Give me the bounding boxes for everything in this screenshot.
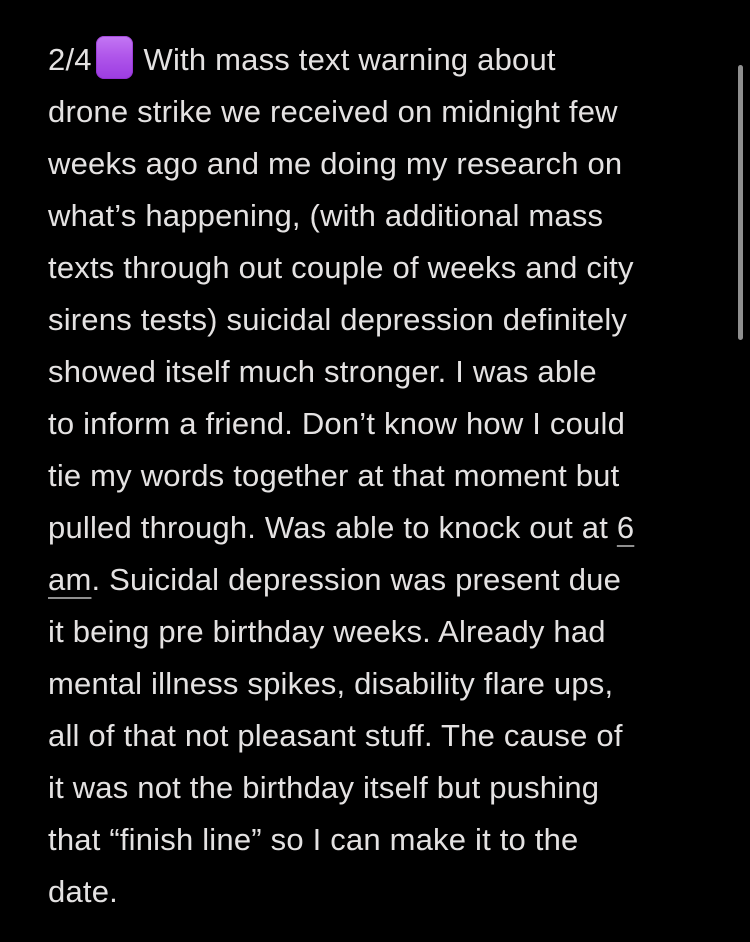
text-line	[48, 398, 738, 450]
text-line	[48, 242, 738, 294]
text-segment: all of that not pleasant stuff. The cause of	[48, 718, 623, 753]
scrollbar-thumb[interactable]	[738, 65, 743, 340]
text-segment: pulled through. Was able to knock out at	[48, 510, 617, 545]
text-line	[48, 554, 738, 606]
post-text	[48, 34, 738, 918]
text-segment: texts through out couple of weeks and city	[48, 250, 634, 285]
text-segment: . Suicidal depression was present due	[91, 562, 622, 597]
text-line	[48, 866, 738, 918]
text-line	[48, 346, 738, 398]
text-segment: sirens tests) suicidal depression definitely	[48, 302, 628, 337]
text-line	[48, 86, 738, 138]
text-line	[48, 34, 738, 86]
text-line	[48, 658, 738, 710]
purple-square-emoji	[96, 36, 133, 79]
text-segment: weeks ago and me doing my research on	[48, 146, 623, 181]
text-segment: mental illness spikes, disability flare ups,	[48, 666, 614, 701]
text-line	[48, 294, 738, 346]
text-line	[48, 762, 738, 814]
text-line	[48, 450, 738, 502]
text-line	[48, 190, 738, 242]
text-segment: that “finish line” so I can make it to the	[48, 822, 579, 857]
text-line	[48, 502, 738, 554]
text-segment: With mass text warning about	[134, 42, 556, 77]
text-line	[48, 606, 738, 658]
text-line	[48, 814, 738, 866]
text-segment: tie my words together at that moment but	[48, 458, 620, 493]
text-segment: date.	[48, 874, 118, 909]
time-link[interactable]: 6	[616, 510, 635, 545]
text-segment: showed itself much stronger. I was able	[48, 354, 597, 389]
text-segment: what’s happening, (with additional mass	[48, 198, 604, 233]
text-line	[48, 138, 738, 190]
text-segment: drone strike we received on midnight few	[48, 94, 618, 129]
text-segment: it being pre birthday weeks. Already had	[48, 614, 606, 649]
text-segment: it was not the birthday itself but pushing	[48, 770, 600, 805]
text-segment: to inform a friend. Don’t know how I could	[48, 406, 626, 441]
text-segment: 2/4	[48, 42, 92, 77]
time-link[interactable]: am	[48, 562, 92, 597]
text-line	[48, 710, 738, 762]
